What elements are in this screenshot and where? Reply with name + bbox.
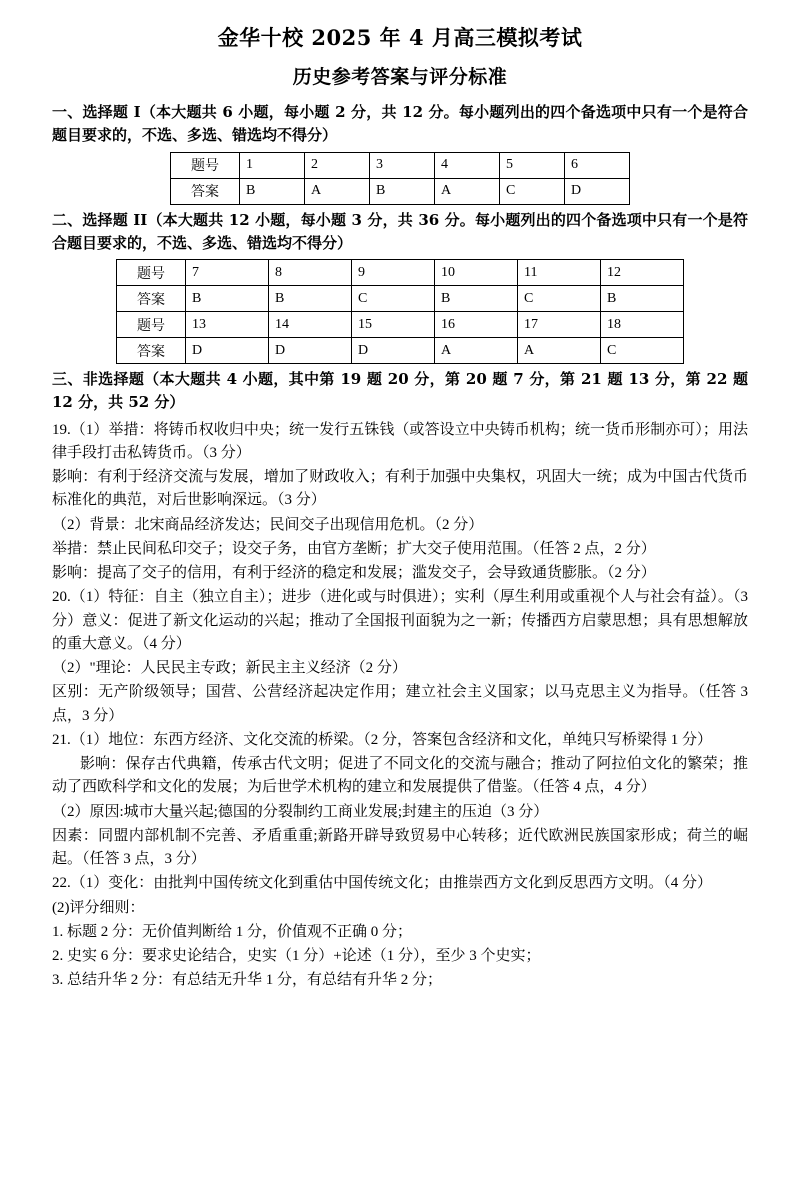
cell-answer: A bbox=[305, 178, 370, 204]
section-3-heading: 三、非选择题（本大题共 4 小题，其中第 19 题 20 分，第 20 题 7 分，第 21 题 13 分，第 22 题 12 分，共 52 分） bbox=[52, 370, 748, 412]
cell-answer: B bbox=[269, 286, 352, 312]
answer-paragraph: （2）"理论：人民民主专政；新民主主义经济（2 分） bbox=[52, 660, 407, 676]
cell-question: 10 bbox=[435, 260, 518, 286]
cell-answer: C bbox=[500, 178, 565, 204]
cell-question: 7 bbox=[186, 260, 269, 286]
cell-question: 18 bbox=[601, 312, 684, 338]
answer-paragraph: 影响：有利于经济交流与发展，增加了财政收入；有利于加强中央集权，巩固大一统；成为中国古代货币标准化的典范，对后世影响深远。（3 分） bbox=[52, 469, 748, 509]
answer-paragraph: 19.（1）举措：将铸币权收归中央；统一发行五铢钱（或答设立中央铸币机构；统一货币形制亦可）；用法律手段打击私铸货币。（3 分） bbox=[52, 421, 748, 461]
cell-answer: B bbox=[370, 178, 435, 204]
row-label-question: 题号 bbox=[117, 312, 186, 338]
answer-table-2-wrapper bbox=[52, 259, 748, 364]
cell-answer: A bbox=[518, 338, 601, 364]
answer-paragraph: 20.（1）特征：自主（独立自主）；进步（进化或与时俱进）；实利（厚生利用或重视个人与社会有益）。（3 分）意义：促进了新文化运动的兴起；推动了全国报刊面貌为之一新；传播西方启蒙思想；具有思想解放的重大意义。（4 分） bbox=[52, 589, 748, 652]
answer-paragraph: 举措：禁止民间私印交子；设交子务，由官方垄断；扩大交子使用范围。（任答 2 点，2 分） bbox=[52, 540, 656, 557]
cell-question: 3 bbox=[370, 152, 435, 178]
cell-question: 6 bbox=[565, 152, 630, 178]
table-row bbox=[117, 260, 684, 286]
cell-answer: D bbox=[352, 338, 435, 364]
cell-question: 12 bbox=[601, 260, 684, 286]
answer-paragraph: 影响：保存古代典籍，传承古代文明；促进了不同文化的交流与融合；推动了阿拉伯文化的繁荣；推动了西欧科学和文化的发展；为后世学术机构的建立和发展提供了借鉴。（任答 4 点，4 分） bbox=[52, 756, 748, 796]
row-label-answer: 答案 bbox=[117, 338, 186, 364]
section-2-heading: 二、选择题 II（本大题共 12 小题，每小题 3 分，共 36 分。每小题列出的四个备选项中只有一个是符合题目要求的，不选、多选、错选均不得分） bbox=[52, 210, 748, 252]
cell-answer: C bbox=[518, 286, 601, 312]
cell-answer: D bbox=[269, 338, 352, 364]
answer-paragraph: 影响：提高了交子的信用，有利于经济的稳定和发展；滥发交子，会导致通货膨胀。（2 分） bbox=[52, 565, 656, 581]
cell-answer: C bbox=[601, 338, 684, 364]
cell-question: 4 bbox=[435, 152, 500, 178]
answer-paragraph: 1. 标题 2 分：无价值判断给 1 分，价值观不正确 0 分； bbox=[52, 923, 413, 940]
table-row bbox=[117, 312, 684, 338]
table-row bbox=[117, 338, 684, 364]
cell-answer: A bbox=[435, 178, 500, 204]
table-row bbox=[171, 152, 630, 178]
page-title: 金华十校 2025 年 4 月高三模拟考试 bbox=[217, 25, 583, 50]
cell-question: 17 bbox=[518, 312, 601, 338]
cell-question: 13 bbox=[186, 312, 269, 338]
cell-answer: B bbox=[601, 286, 684, 312]
answer-paragraph: 区别：无产阶级领导；国营、公营经济起决定作用；建立社会主义国家；以马克思主义为指导。（任答 3 点，3 分） bbox=[52, 684, 748, 724]
answer-paragraph: （2）背景：北宋商品经济发达；民间交子出现信用危机。（2 分） bbox=[52, 516, 484, 533]
cell-question: 15 bbox=[352, 312, 435, 338]
answer-table-1 bbox=[170, 152, 630, 205]
row-label-question: 题号 bbox=[171, 152, 240, 178]
cell-answer: C bbox=[352, 286, 435, 312]
cell-answer: D bbox=[565, 178, 630, 204]
cell-question: 8 bbox=[269, 260, 352, 286]
answer-paragraph: （2）原因:城市大量兴起;德国的分裂制约工商业发展;封建主的压迫（3 分） bbox=[52, 803, 549, 820]
section-1-heading: 一、选择题 I（本大题共 6 小题，每小题 2 分，共 12 分。每小题列出的四个备选项中只有一个是符合题目要求的，不选、多选、错选均不得分） bbox=[52, 103, 748, 145]
page-subtitle: 历史参考答案与评分标准 bbox=[292, 66, 508, 88]
cell-answer: D bbox=[186, 338, 269, 364]
cell-question: 2 bbox=[305, 152, 370, 178]
cell-question: 9 bbox=[352, 260, 435, 286]
cell-answer: B bbox=[186, 286, 269, 312]
table-row bbox=[117, 286, 684, 312]
answer-paragraph: 3. 总结升华 2 分：有总结无升华 1 分，有总结有升华 2 分； bbox=[52, 972, 443, 989]
row-label-answer: 答案 bbox=[117, 286, 186, 312]
cell-question: 14 bbox=[269, 312, 352, 338]
cell-question: 16 bbox=[435, 312, 518, 338]
answer-table-2 bbox=[116, 259, 684, 364]
answer-paragraph: 因素：同盟内部机制不完善、矛盾重重;新路开辟导致贸易中心转移；近代欧洲民族国家形成；荷兰的崛起。（任答 3 点，3 分） bbox=[52, 827, 748, 867]
answer-paragraph: 22.（1）变化：由批判中国传统文化到重估中国传统文化；由推崇西方文化到反思西方文明。（4 分） bbox=[52, 875, 713, 892]
cell-answer: B bbox=[240, 178, 305, 204]
answer-paragraph: 2. 史实 6 分：要求史论结合，史实（1 分）+论述（1 分），至少 3 个史实； bbox=[52, 948, 541, 964]
answer-paragraph: (2)评分细则： bbox=[52, 899, 145, 916]
cell-answer: A bbox=[435, 338, 518, 364]
cell-question: 1 bbox=[240, 152, 305, 178]
row-label-answer: 答案 bbox=[171, 178, 240, 204]
cell-question: 11 bbox=[518, 260, 601, 286]
row-label-question: 题号 bbox=[117, 260, 186, 286]
answer-table-1-wrapper bbox=[52, 152, 748, 205]
answer-paragraph: 21.（1）地位：东西方经济、文化交流的桥梁。（2 分，答案包含经济和文化，单纯只写桥梁得 1 分） bbox=[52, 731, 713, 748]
cell-question: 5 bbox=[500, 152, 565, 178]
cell-answer: B bbox=[435, 286, 518, 312]
table-row bbox=[171, 178, 630, 204]
